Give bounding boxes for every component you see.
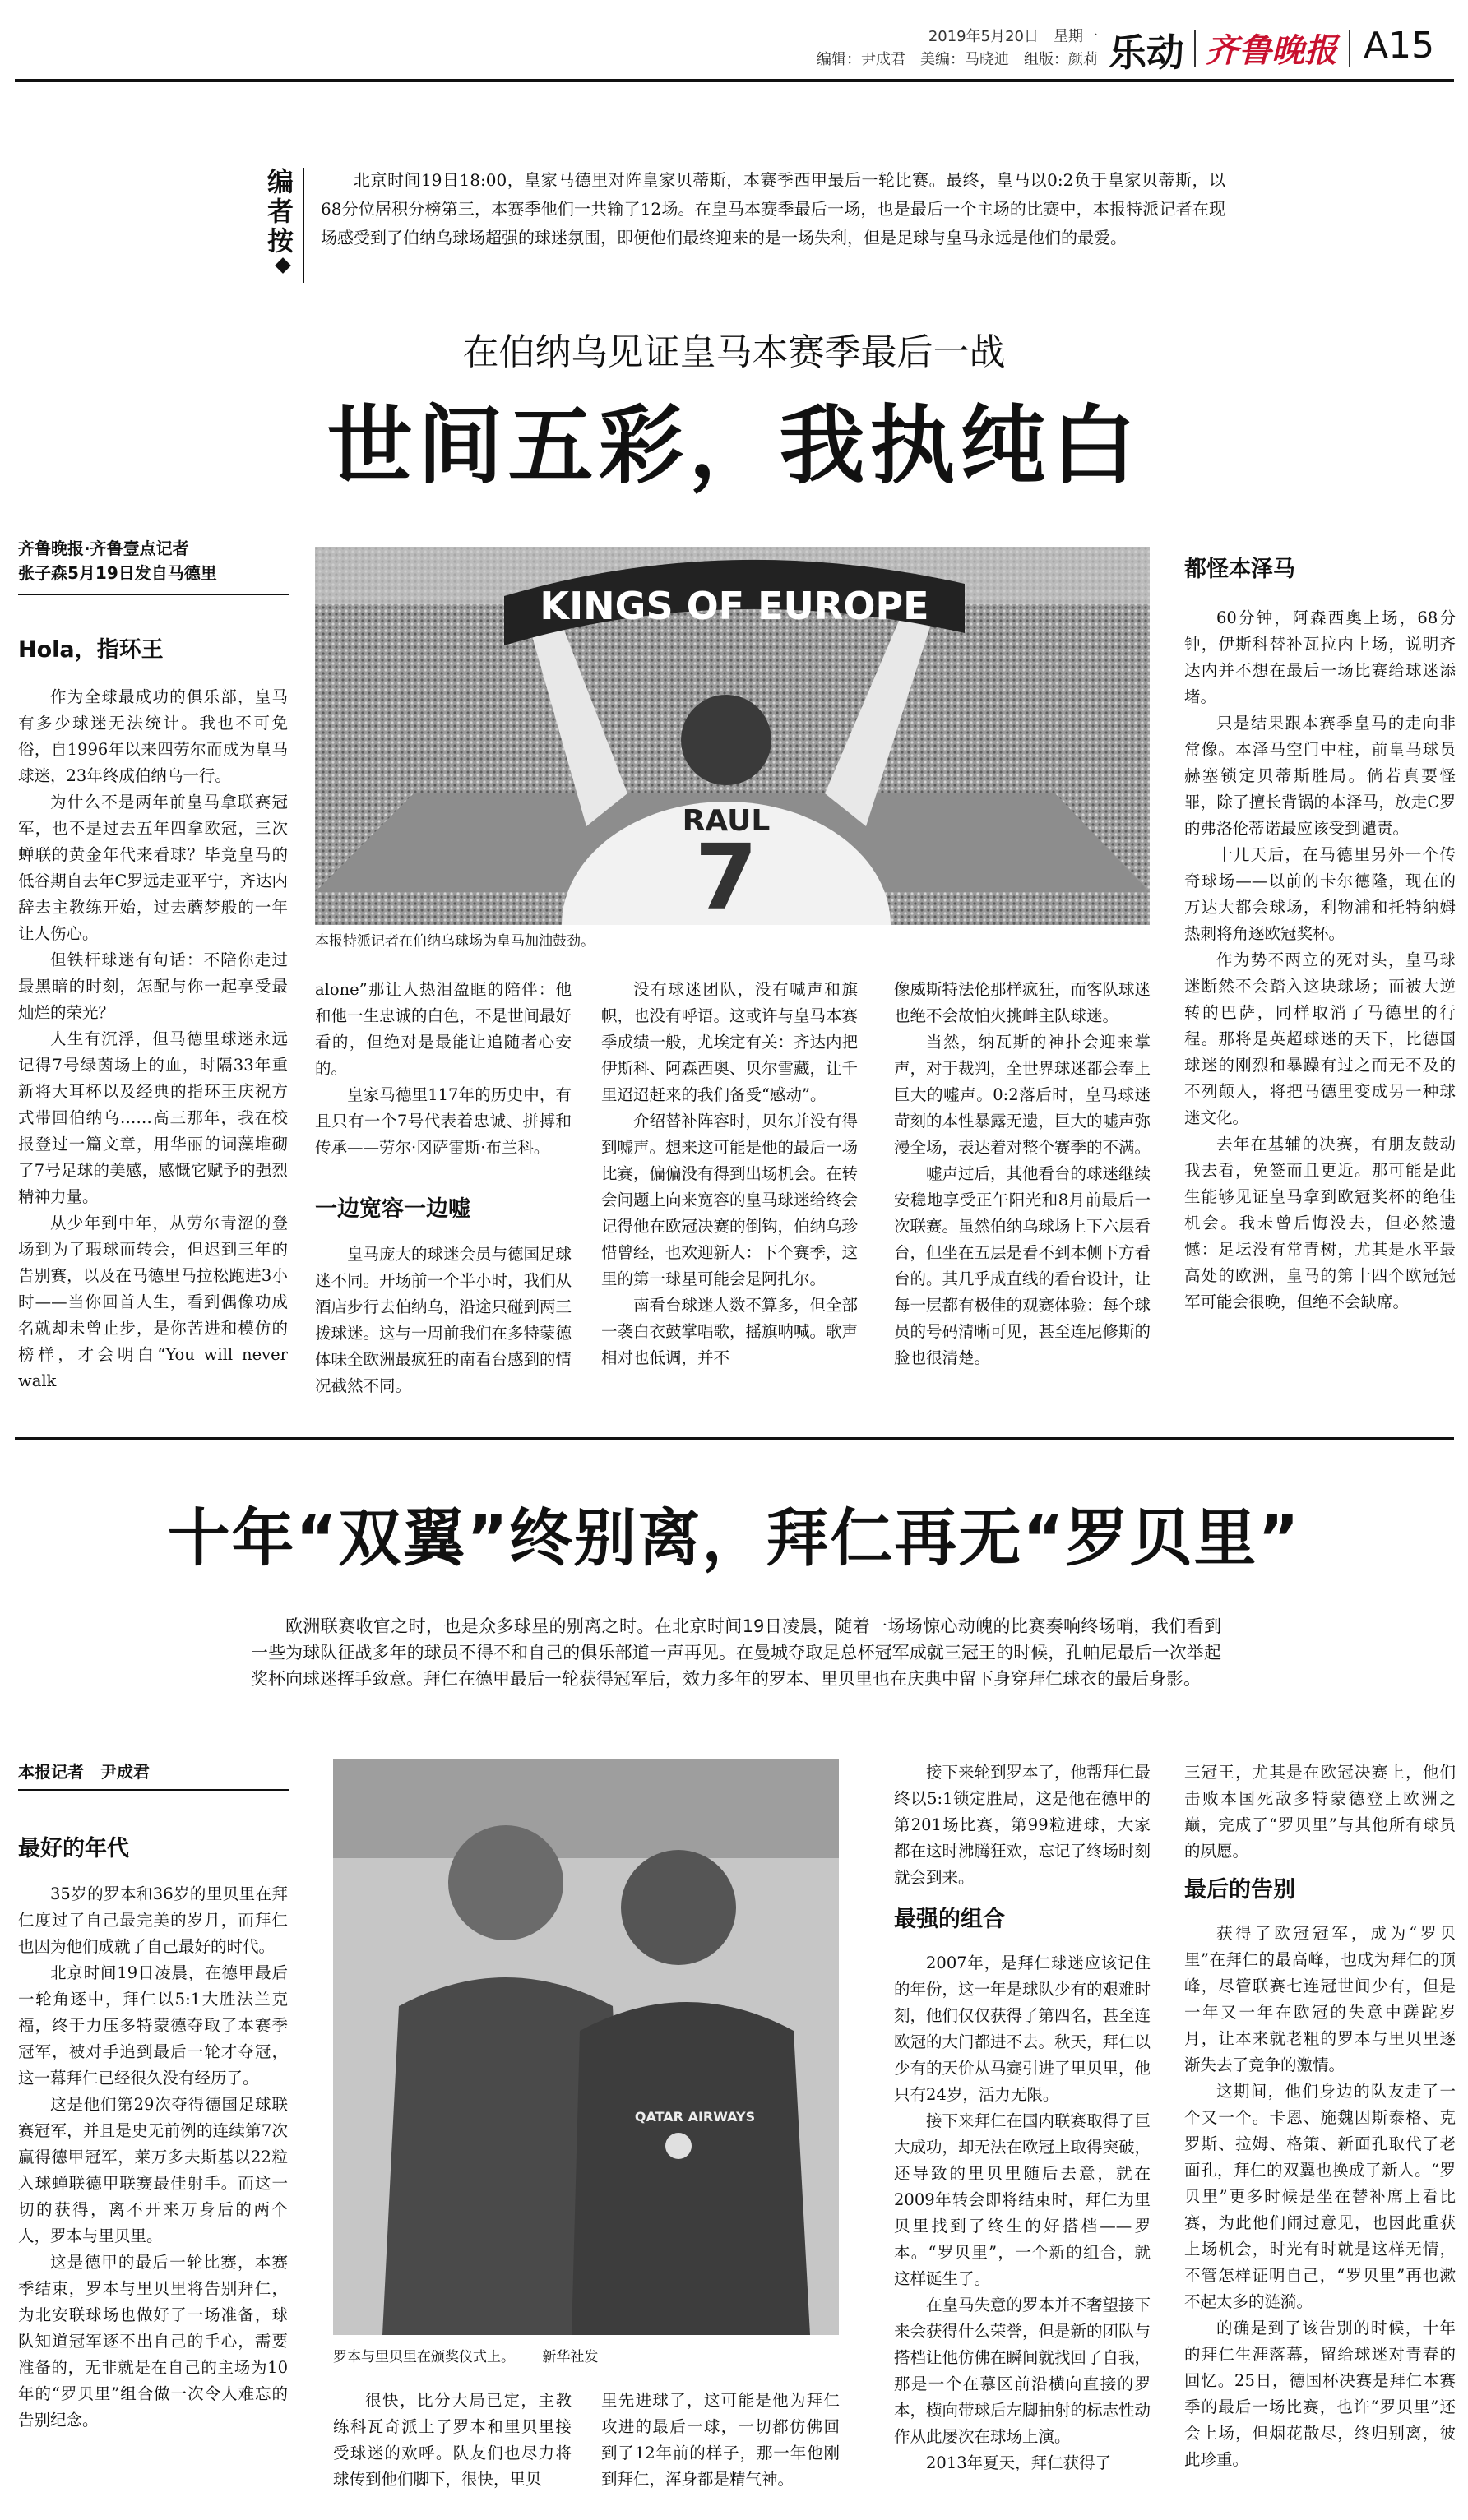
scarf-text: KINGS OF EUROPE xyxy=(540,584,929,628)
story2-col1-p3: 这是他们第29次夺得德国足球联赛冠军，并且是史无前例的连续第7次赢得德甲冠军，莱万多夫斯基以22粒入球蝉联德甲联赛最佳射手。而这一切的获得，离不开来万身后的两个人，罗本与里贝里。 xyxy=(18,2095,288,2245)
story1-col2-bottom xyxy=(315,1242,572,1399)
story1-col3-p2: 介绍替补阵容时，贝尔并没有得到嘘声。想来这可能是他的最后一场比赛，偏偏没有得到出场机会。在转会问题上向来宽容的皇马球迷给终会记得他在欧冠决赛的倒钩，伯纳乌珍惜曾经，也欢迎新人：下个赛季，这里的第一球星可能会是阿扎尔。 xyxy=(601,1112,859,1288)
story1-col4-p3: 嘘声过后，其他看台的球迷继续安稳地享受正午阳光和8月前最后一次联赛。虽然伯纳乌球场上下六层看台，但坐在五层是看不到本侧下方看台的。其几乎成直线的看台设计，让每一层都有极佳的观赛体验：每个球员的号码清晰可见，甚至连尼修斯的脸也很清楚。 xyxy=(894,1164,1151,1367)
story1-col1-p2: 为什么不是两年前皇马拿联赛冠军，也不是过去五年四拿欧冠，三次蝉联的黄金年代来看球？毕竟皇马的低谷期自去年C罗远走亚平宁，齐达内辞去主教练开始，过去蘑梦般的一年让人伤心。 xyxy=(18,793,288,943)
story1-col4-p1: 像威斯特法伦那样疯狂，而客队球迷也绝不会故怕火挑衅主队球迷。 xyxy=(894,980,1151,1025)
kicker: 在伯纳乌见证皇马本赛季最后一战 xyxy=(462,331,1006,373)
head xyxy=(681,695,771,785)
story1-col4 xyxy=(894,977,1151,1371)
story1-col1-p4: 人生有沉浮，但马德里球迷永远记得7号绿茵场上的血，时隔33年重新将大耳杯以及经典的指环王庆祝方式带回伯纳乌……高三那年，我在校报登过一篇文章，用华丽的词藻堆砌了7号足球的美感，感慨它赋予的强烈精神力量。 xyxy=(18,1029,288,1206)
note-rule xyxy=(303,168,304,283)
story2-lead: 欧洲联赛收官之时，也是众多球星的别离之时。在北京时间19日凌晨，随着一场场惊心动魄的比赛奏响终场哨，我们看到一些为球队征战多年的球员不得不和自己的俱乐部道一声再见。在曼城夺取足总杯冠军成就三冠王的时候，孔帕尼最后一次举起奖杯向球迷挥手致意。拜仁在德甲最后一轮获得冠军后，效力多年的罗本、里贝里也在庆典中留下身穿拜仁球衣的最后身影。 xyxy=(251,1616,1221,1689)
medal xyxy=(665,2133,692,2159)
story1-col1-p1: 作为全球最成功的俱乐部，皇马有多少球迷无法统计。我也不可免俗，自1996年以来四劳尔而成为皇马球迷，23年终成伯纳乌一行。 xyxy=(18,687,288,785)
subhead-best-era: 最好的年代 xyxy=(18,1836,129,1861)
photo-raul-svg xyxy=(315,547,1150,925)
editor-note-label: 编者按 xyxy=(263,168,294,257)
header-divider-2 xyxy=(1349,30,1350,67)
story1-col4-p2: 当然，纳瓦斯的神扑会迎来掌声，对于裁判，全世界球迷都会奉上巨大的嘘声。0:2落后时，皇马球迷苛刻的本性暴露无遗，巨大的嘘声弥漫全场，表达着对整个赛季的不满。 xyxy=(894,1033,1151,1157)
story2-col5-top xyxy=(1184,1759,1456,1865)
subhead-farewell: 最后的告别 xyxy=(1184,1877,1295,1903)
story1-col5 xyxy=(1184,605,1456,1315)
section-name: 乐动 xyxy=(1109,30,1184,75)
story2-col5-p4: 的确是到了该告别的时候，十年的拜仁生涯落幕，留给球迷对青春的回忆。25日，德国杯决赛是拜仁本赛季的最后一场比赛，也许“罗贝里”还会上场，但烟花散尽，终归别离，彼此珍重。 xyxy=(1184,2319,1456,2469)
story2-col5-bottom xyxy=(1184,1921,1456,2473)
story2-col4-p5: 2013年夏天，拜仁获得了 xyxy=(926,2453,1112,2472)
photo-2-caption xyxy=(333,2345,598,2365)
story2-col2 xyxy=(333,2388,572,2493)
story1-col5-p3: 十几天后，在马德里另外一个传奇球场——以前的卡尔德隆，现在的万达大都会球场，利物浦和托特纳姆热刺将角逐欧冠奖杯。 xyxy=(1184,845,1456,943)
subhead-hola: Hola，指环王 xyxy=(18,637,164,663)
ribery-head xyxy=(621,1850,736,1965)
robben-head xyxy=(448,1825,563,1940)
jersey-name: RAUL xyxy=(682,804,771,838)
story2-col4-bottom xyxy=(894,1950,1151,2476)
story1-col3-p3: 南看台球迷人数不算多，但全部一袭白衣鼓掌唱歌，摇旗呐喊。歌声相对也低调，并不 xyxy=(601,1296,859,1367)
story2-col5-p2: 获得了欧冠冠军，成为“罗贝里”在拜仁的最高峰，也成为拜仁的顶峰，尽管联赛七连冠世间少有，但是一年又一年在欧冠的失意中蹉跎岁月，让本来就老粗的罗本与里贝里逐渐失去了竞争的激情。 xyxy=(1184,1924,1456,2074)
byline-1 xyxy=(18,536,289,585)
photo-2-caption-text: 罗本与里贝里在颁奖仪式上。 xyxy=(333,2349,515,2365)
jersey-number: 7 xyxy=(694,825,758,925)
photo-robben-ribery xyxy=(333,1759,839,2335)
story1-col1-p5: 从少年到中年，从劳尔青涩的登场到为了瑕球而转会，但迟到三年的告别赛，以及在马德里马拉松跑进3小时——当你回首人生，看到偶像功成名就却未曾止步，是你苦进和模仿的榜样，才会明白“You will never walk xyxy=(18,1214,288,1390)
story2-col4-top xyxy=(894,1759,1151,1891)
story2-col5-p3: 这期间，他们身边的队友走了一个又一个。卡恩、施魏因斯泰格、克罗斯、拉姆、格策、新面孔取代了老面孔，拜仁的双翼也换成了新人。“罗贝里”更多时候是坐在替补席上看比赛，为此他们闹过意见，也因此重获上场机会，时光有时就是这样无情，不管怎样证明自己，“罗贝里”再也漱不起太多的涟漪。 xyxy=(1184,2082,1456,2311)
story2-col4-p2: 2007年，是拜仁球迷应该记住的年份，这一年是球队少有的艰难时刻，他们仅仅获得了第四名，甚至连欧冠的大门都进不去。秋天，拜仁以少有的天价从马赛引进了里贝里，他只有24岁，活力无限。 xyxy=(894,1954,1151,2104)
story1-col5-p4: 作为势不两立的死对头，皇马球迷断然不会踏入这块球场；而被大逆转的巴萨，同样取消了马德里的行程。那将是英超球迷的天下，比德国球迷的刚烈和暴躁有过之而无不及的不列颠人，将把马德里变成另一种球迷文化。 xyxy=(1184,950,1456,1127)
byline-1-line-2: 张子森5月19日发自马德里 xyxy=(18,563,217,583)
story2-col5-p1: 三冠王，尤其是在欧冠决赛上，他们击败本国死敌多特蒙德登上欧洲之巅，完成了“罗贝里”与其他所有球员的夙愿。 xyxy=(1184,1763,1456,1861)
story2-col4-p1: 接下来轮到罗本了，他帮拜仁最终以5:1锁定胜局，这是他在德甲的第201场比赛，第99粒进球，大家都在这时沸腾狂欢，忘记了终场时刻就会到来。 xyxy=(894,1763,1151,1887)
byline-1-line-1: 齐鲁晚报·齐鲁壹点记者 xyxy=(18,539,189,558)
photo-2-crowd xyxy=(333,1759,839,1858)
section-rule xyxy=(15,1437,1454,1440)
story1-col3 xyxy=(601,977,858,1371)
story2-col4-p3: 接下来拜仁在国内联赛取得了巨大成功，却无法在欧冠上取得突破，还导致的里贝里随后去意，就在2009年转会即将结束时，拜仁为里贝里找到了终生的好搭档——罗本。“罗贝里”，一个新的组合，就这样诞生了。 xyxy=(894,2111,1151,2288)
story1-col2-top xyxy=(315,977,572,1161)
subhead-strongest-combo: 最强的组合 xyxy=(894,1907,1005,1932)
note-marker xyxy=(275,257,291,274)
story1-col1 xyxy=(18,684,288,1394)
story2-col1-p2: 北京时间19日凌晨，在德甲最后一轮角逐中，拜仁以5:1大胜法兰克福，终于力压多特蒙德夺取了本赛季冠军，被对手追到最后一轮才夺冠，这一幕拜仁已经很久没有经历了。 xyxy=(18,1963,288,2088)
story1-col2-p3: 皇马庞大的球迷会员与德国足球迷不同。开场前一个半小时，我们从酒店步行去伯纳乌，沿途只碰到两三拨球迷。这与一周前我们在多特蒙德体味全欧洲最疯狂的南看台感到的情况截然不同。 xyxy=(315,1245,572,1395)
subhead-tolerance: 一边宽容一边嘘 xyxy=(315,1196,470,1222)
headline-1: 世间五彩，我执纯白 xyxy=(326,395,1142,496)
shirt-sponsor: QATAR AIRWAYS xyxy=(634,2109,756,2125)
story1-col5-p5: 去年在基辅的决赛，有朋友鼓动我去看，免签而且更近。那可能是此生能够见证皇马拿到欧冠奖杯的绝佳机会。我未曾后悔没去，但必然遗憾：足坛没有常青树，尤其是水平最高处的欧洲，皇马的第十四个欧冠冠军可能会很晚，但绝不会缺席。 xyxy=(1184,1135,1456,1311)
story1-col2-p2: 皇家马德里117年的历史中，有且只有一个7号代表着忠诚、拼搏和传承——劳尔·冈萨雷斯·布兰科。 xyxy=(315,1085,572,1157)
staff-line: 编辑：尹成君 美编：马晓迪 组版：颜莉 xyxy=(817,51,1098,68)
subhead-benzema: 都怪本泽马 xyxy=(1184,557,1295,582)
editor-note-text: 北京时间19日18:00，皇家马德里对阵皇家贝蒂斯，本赛季西甲最后一轮比赛。最终，皇马以0:2负于皇家贝蒂斯，以68分位居积分榜第三，本赛季他们一共输了12场。在皇马本赛季最后一场，也是最后一个主场的比赛中，本报特派记者在现场感受到了伯纳乌球场超强的球迷氛围，即便他们最终迎来的是一场失利，但是足球与皇马永远是他们的最爱。 xyxy=(321,170,1225,247)
story2-col1-p4: 这是德甲的最后一轮比赛，本赛季结束，罗本与里贝里将告别拜仁，为北安联球场也做好了一场准备，球队知道冠军逐不出自己的手心，需要准备的，无非就是在自己的主场为10年的“罗贝里”组合做一次令人难忘的告别纪念。 xyxy=(18,2253,288,2430)
story1-col5-p1: 60分钟，阿森西奥上场，68分钟，伊斯科替补瓦拉内上场，说明齐达内并不想在最后一场比赛给球迷添堵。 xyxy=(1184,608,1456,706)
page-number: A15 xyxy=(1364,25,1435,67)
photo-1-caption: 本报特派记者在伯纳乌球场为皇马加油鼓劲。 xyxy=(315,933,595,950)
story1-col2-p1: alone”那让人热泪盈眶的陪伴：他和他一生忠诚的白色，不是世间最好看的，但绝对是最能让追随者心安的。 xyxy=(315,980,572,1078)
story2-col2-p1: 很快，比分大局已定，主教练科瓦奇派上了罗本和里贝里接受球迷的欢呼。队友们也尽力将球传到他们脚下，很快，里贝 xyxy=(333,2391,572,2489)
story2-col3-p1: 里先进球了，这可能是他为拜仁攻进的最后一球，一切都仿佛回到了12年前的样子，那一年他刚到拜仁，浑身都是精气神。 xyxy=(601,2391,840,2489)
photo-2-svg xyxy=(333,1759,839,2335)
story2-col1 xyxy=(18,1881,288,2434)
paper-logo: 齐鲁晚报 xyxy=(1206,31,1337,70)
header-rule xyxy=(15,79,1454,82)
headline-2: 十年“双翼”终别离，拜仁再无“罗贝里” xyxy=(167,1501,1301,1574)
story1-col5-p2: 只是结果跟本赛季皇马的走向非常像。本泽马空门中柱，前皇马球员赫塞锁定贝蒂斯胜局。倘若真要怪罪，除了擅长背锅的本泽马，放走C罗的弗洛伦蒂诺最应该受到谴责。 xyxy=(1184,714,1456,838)
date-line: 2019年5月20日 星期一 xyxy=(928,28,1098,45)
ribery-shirt xyxy=(572,2002,810,2335)
header-divider xyxy=(1194,30,1196,67)
photo-raul-fan xyxy=(315,547,1150,925)
story1-col1-p3: 但铁杆球迷有句话：不陪你走过最黑暗的时刻，怎配与你一起享受最灿烂的荣光？ xyxy=(18,950,288,1022)
story2-col1-p1: 35岁的罗本和36岁的里贝里在拜仁度过了自己最完美的岁月，而拜仁也因为他们成就了自己最好的时代。 xyxy=(18,1884,288,1956)
photo-2-credit: 新华社发 xyxy=(542,2349,599,2365)
story2-col3 xyxy=(601,2388,840,2493)
byline-2: 本报记者 尹成君 xyxy=(18,1762,150,1782)
story2-col4-p4: 在皇马失意的罗本并不奢望接下来会获得什么荣誉，但是新的团队与搭档让他仿佛在瞬间就找回了自我，那是一个在慕区前沿横向直接的罗本，横向带球后左脚抽射的标志性动作从此屡次在球场上演。 xyxy=(894,2296,1151,2446)
byline-rule xyxy=(18,594,289,595)
story1-col3-p1: 没有球迷团队，没有喊声和旗帜，也没有呼语。这或许与皇马本赛季成绩一般，尤埃定有关：齐达内把伊斯科、阿森西奥、贝尔雪藏，让千里迢迢赶来的我们备受“感动”。 xyxy=(601,980,859,1104)
byline-2-rule xyxy=(18,1789,289,1791)
